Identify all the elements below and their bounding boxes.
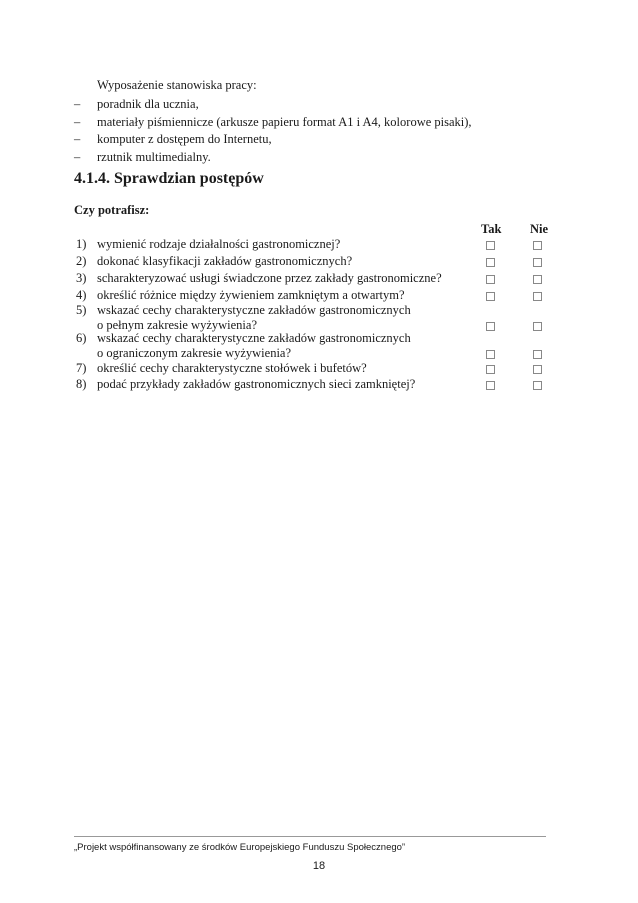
checkbox-yes[interactable]: [486, 322, 495, 331]
question-number: 7): [76, 361, 87, 375]
checkbox-no[interactable]: [533, 258, 542, 267]
list-item: [74, 96, 472, 114]
checkbox-no[interactable]: [533, 350, 542, 359]
question-text: określić różnice między żywieniem zamkniętym a otwartym?: [97, 288, 405, 302]
equipment-item: materiały piśmiennicze (arkusze papieru format A1 i A4, kolorowe pisaki),: [97, 114, 472, 129]
checkbox-no[interactable]: [533, 365, 542, 374]
checkbox-yes[interactable]: [486, 365, 495, 374]
bullet-dash: –: [74, 114, 81, 129]
question-number: 1): [76, 237, 87, 251]
footer-divider: [74, 836, 546, 837]
checkbox-yes[interactable]: [486, 241, 495, 250]
question-text: dokonać klasyfikacji zakładów gastronomicznych?: [97, 254, 353, 268]
equipment-intro: Wyposażenie stanowiska pracy:: [97, 78, 257, 92]
equipment-item: komputer z dostępem do Internetu,: [97, 132, 272, 146]
list-item: [74, 131, 472, 149]
equipment-item: poradnik dla ucznia,: [97, 97, 199, 111]
checkbox-yes[interactable]: [486, 258, 495, 267]
equipment-list: [74, 96, 472, 166]
question-number: 2): [76, 254, 87, 268]
question-text: podać przykłady zakładów gastronomicznych sieci zamkniętej?: [97, 377, 416, 391]
bullet-dash: –: [74, 97, 81, 111]
checkbox-yes[interactable]: [486, 275, 495, 284]
question-number: 3): [76, 271, 87, 285]
question-text: scharakteryzować usługi świadczone przez zakłady gastronomiczne?: [97, 271, 442, 285]
checkbox-yes[interactable]: [486, 381, 495, 390]
checkbox-yes[interactable]: [486, 292, 495, 301]
checkbox-no[interactable]: [533, 381, 542, 390]
list-item: [74, 149, 472, 167]
checkbox-yes[interactable]: [486, 350, 495, 359]
checkbox-no[interactable]: [533, 275, 542, 284]
column-header-no: Nie: [530, 222, 549, 236]
question-label: Czy potrafisz:: [74, 203, 150, 217]
question-number: 6): [76, 331, 87, 345]
bullet-dash: –: [74, 149, 81, 164]
footer-text: „Projekt współfinansowany ze środków Europejskiego Funduszu Społecznego”: [74, 842, 406, 853]
column-header-yes: Tak: [481, 222, 502, 236]
question-number: 4): [76, 288, 87, 302]
question-number: 5): [76, 303, 87, 317]
bullet-dash: –: [74, 132, 81, 146]
question-text: określić cechy charakterystyczne stołówek i bufetów?: [97, 361, 367, 375]
question-text: wskazać cechy charakterystyczne zakładów gastronomicznych: [97, 331, 411, 345]
checkbox-no[interactable]: [533, 241, 542, 250]
section-title: 4.1.4. Sprawdzian postępów: [74, 170, 264, 187]
question-text: wymienić rodzaje działalności gastronomicznej?: [97, 237, 341, 251]
question-text-continued: o pełnym zakresie wyżywienia?: [97, 318, 258, 332]
question-number: 8): [76, 377, 87, 391]
question-text-continued: o ograniczonym zakresie wyżywienia?: [97, 346, 292, 360]
list-item: [74, 114, 472, 132]
equipment-item: rzutnik multimedialny.: [97, 149, 211, 164]
checkbox-no[interactable]: [533, 292, 542, 301]
checkbox-no[interactable]: [533, 322, 542, 331]
question-text: wskazać cechy charakterystyczne zakładów gastronomicznych: [97, 303, 411, 317]
page-number: 18: [312, 860, 326, 872]
